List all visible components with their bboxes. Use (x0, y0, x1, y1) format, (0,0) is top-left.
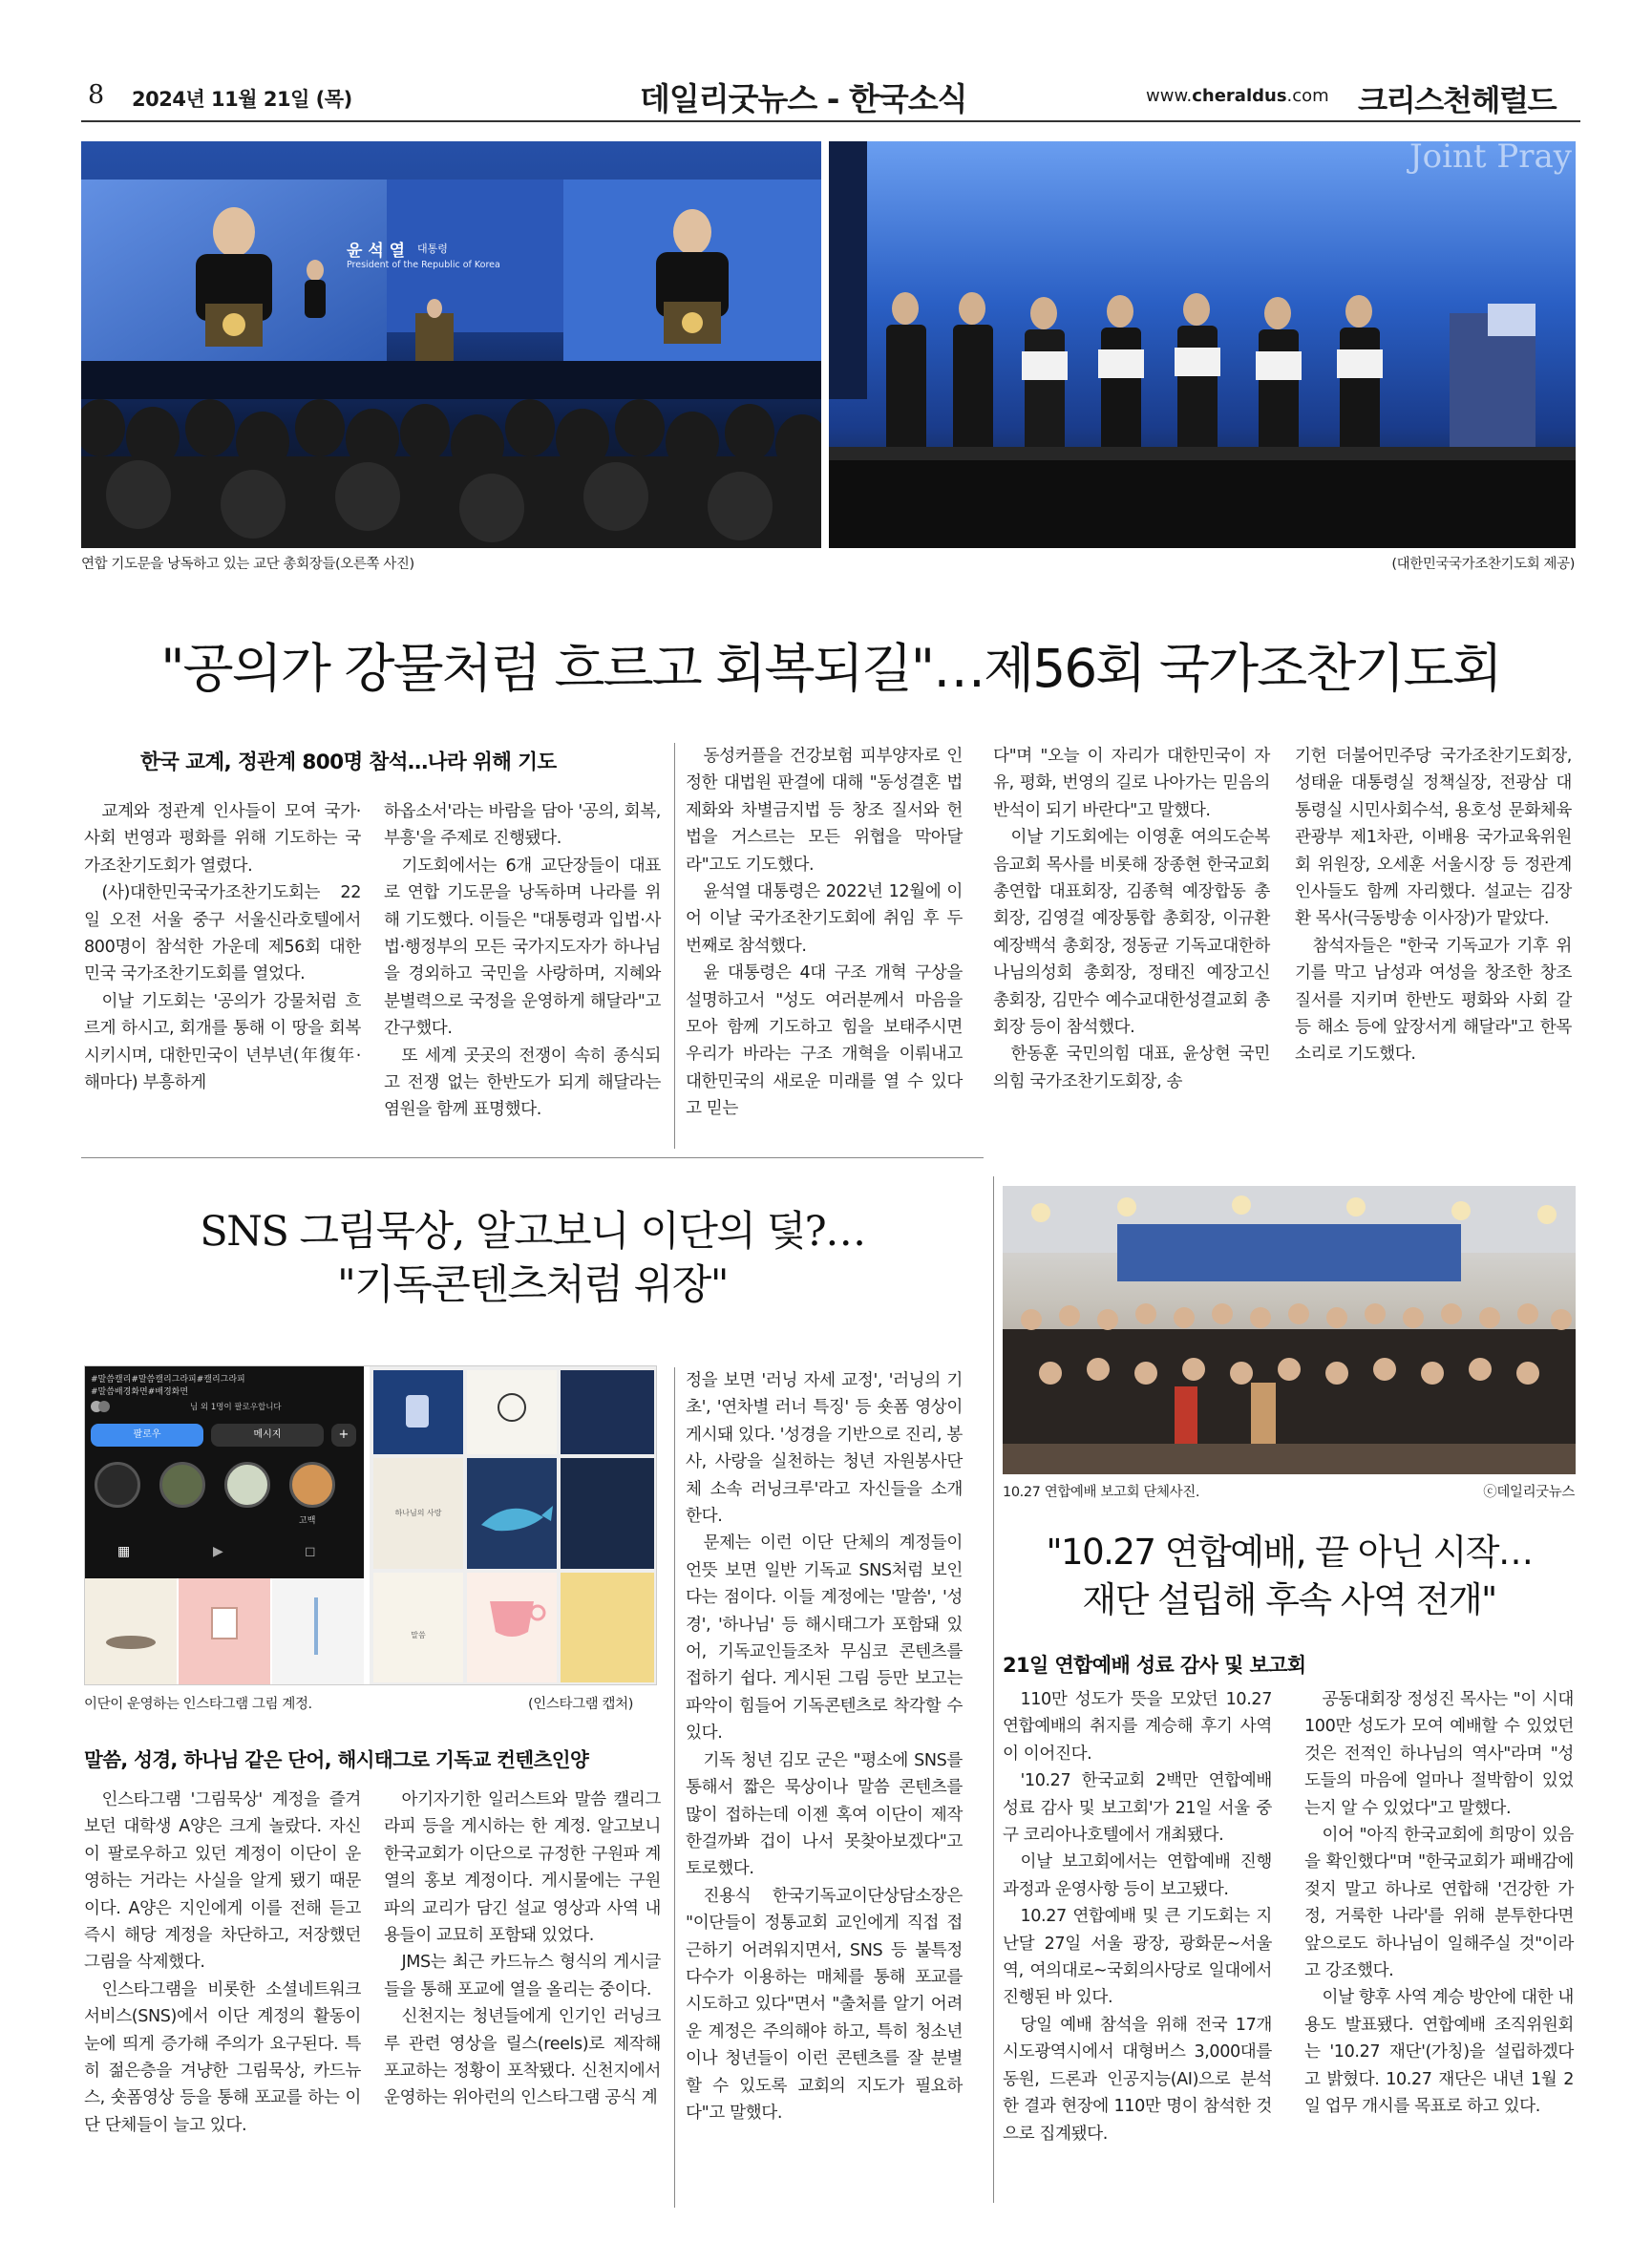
insta-card[interactable] (373, 1458, 463, 1569)
insta-post-tile[interactable] (179, 1578, 270, 1685)
issue-date: 2024년 11월 21일 (목) (132, 88, 352, 111)
paragraph: 인스타그램을 비롯한 소셜네트워크서비스(SNS)에서 이단 계정의 활동이 눈에 띄게 증가해 주의가 요구된다. 특히 젊은층을 겨냥한 그림묵상, 카드뉴스, 숏폼영상 등을 통해 포교를 하는 이단 단체들이 늘고 있다. (84, 1979, 361, 2135)
insta-card-grid (370, 1366, 657, 1685)
article3-headline-line1: "10.27 연합예배, 끝 아닌 시작… (1046, 1532, 1533, 1573)
article2-headline-line1: SNS 그림묵상, 알고보니 이단의 덫?… (200, 1208, 865, 1256)
article1-col1 (84, 798, 361, 1096)
paragraph: 한동훈 국민의힘 대표, 윤상현 국민의힘 국가조찬기도회장, 송 (993, 1045, 1270, 1091)
paragraph: 다"며 "오늘 이 자리가 대한민국이 자유, 평화, 번영의 길로 나아가는 믿음의 반석이 되기 바란다"고 말했다. (993, 747, 1270, 820)
article2-col3 (686, 1367, 963, 2126)
photo-president-speech (81, 141, 821, 548)
header-rule (81, 120, 1580, 122)
page-header (88, 73, 1578, 120)
insta-card[interactable] (373, 1370, 463, 1454)
photo-president-speech-art (81, 141, 821, 548)
article2-col1 (84, 1787, 361, 2139)
article2-photo-credit: (인스타그램 캡처) (528, 1697, 633, 1712)
column-divider (674, 743, 675, 1149)
insta-card[interactable] (373, 1573, 463, 1682)
insta-tab-grid-icon[interactable]: ▦ (117, 1544, 131, 1559)
insta-highlight[interactable] (224, 1462, 270, 1508)
article3-subhead: 21일 연합예배 성료 감사 및 보고회 (1003, 1654, 1306, 1677)
screen-subtitle: President of the Republic of Korea (347, 260, 500, 270)
top-photo-credit: (대한민국국가조찬기도회 제공) (1391, 557, 1575, 572)
article1-headline: "공의가 강물처럼 흐르고 회복되길"…제56회 국가조찬기도회 (160, 638, 1501, 699)
paragraph: 진용식 한국기독교이단상담소장은 "이단들이 정통교회 교인에게 직접 접근하기 어려워지면서, SNS 등 불특정 다수가 이용하는 매체를 통해 포교를 시도하고 있다"면서 "출처를 알기 어려운 계정은 주의해야 하고, 특히 청소년이나 청년들이 이런 콘텐츠를 잘 분별할 수 있도록 교회의 지도가 필요하다"고 말했다. (686, 1886, 963, 2123)
article3-photo-caption: 10.27 연합예배 보고회 단체사진. (1003, 1485, 1200, 1500)
page-number: 8 (88, 80, 105, 110)
paragraph: 당일 예배 참석을 위해 전국 17개 시도광역시에서 대형버스 3,000대를 동원, 드론과 인공지능(AI)으로 분석한 결과 현장에 110만 명이 참석한 것으로 집계됐다. (1003, 2015, 1272, 2144)
insta-card[interactable] (561, 1458, 654, 1569)
banner-text: Joint Pray (1409, 141, 1572, 176)
paragraph: 참석자들은 "한국 기독교가 기후 위기를 막고 남성과 여성을 창조한 창조 질서를 지키며 한반도 평화와 사회 갈등 해소 등에 앞장서게 해달라"고 한목소리로 기도했다. (1295, 936, 1572, 1065)
insta-follow-button[interactable]: 팔로우 (91, 1424, 203, 1447)
article2-col2 (384, 1787, 661, 2112)
site-url[interactable]: www.cheraldus.com (1146, 86, 1329, 106)
insta-avatars (91, 1401, 119, 1412)
whale-icon (467, 1458, 557, 1569)
insta-card[interactable] (467, 1573, 557, 1682)
section-divider-vertical (993, 1176, 994, 2203)
insta-hashtags: #말씀캘리#말씀캘리그라피#캘리그라피 (91, 1375, 245, 1385)
insta-highlight[interactable] (95, 1462, 140, 1508)
paragraph: 이어 "아직 한국교회에 희망이 있음을 확인했다"며 "한국교회가 패배감에 젖지 말고 하나로 연합해 '건강한 가정, 거룩한 나라'를 위해 분투한다면 앞으로도 하나님이 일해주실 것"이라고 강조했다. (1304, 1826, 1574, 1981)
insta-post-tile[interactable] (85, 1578, 177, 1685)
article1-col5 (1295, 743, 1572, 1068)
photo-joint-prayer (829, 141, 1576, 548)
paragraph: 기도회에서는 6개 교단장들이 대표로 연합 기도문을 낭독하며 나라를 위해 기도했다. 이들은 "대통령과 입법·사법·행정부의 모든 국가지도자가 하나님을 경외하고 국민을 사랑하며, 지혜와 분별력으로 국정을 운영하게 해달라"고 간구했다. (384, 856, 661, 1039)
paragraph: 이날 향후 사역 계승 방안에 대한 내용도 발표됐다. 연합예배 조직위원회는 '10.27 재단'(가칭)을 설립하겠다고 밝혔다. 10.27 재단은 내년 1월 2일 업무 개시를 목표로 하고 있다. (1304, 1988, 1574, 2117)
paragraph: 교계와 정관계 인사들이 모여 국가·사회 번영과 평화를 위해 기도하는 국가조찬기도회가 열렸다. (84, 802, 361, 876)
article1-col4 (993, 743, 1270, 1095)
insta-message-button[interactable]: 메시지 (211, 1424, 324, 1447)
paragraph: 110만 성도가 뜻을 모았던 10.27 연합예배의 취지를 계승해 후기 사역이 이어진다. (1003, 1690, 1272, 1764)
paragraph: 기독 청년 김모 군은 "평소에 SNS를 통해서 짧은 묵상이나 말씀 콘텐츠를 많이 접하는데 이젠 혹여 이단이 제작한걸까봐 겁이 나서 못찾아보겠다"고 토로했다. (686, 1750, 963, 1879)
paragraph: 동성커플을 건강보험 피부양자로 인정한 대법원 판결에 대해 "동성결혼 법제화와 차별금지법 등 창조 질서와 헌법을 거스르는 모든 위협을 막아달라"고도 기도했다. (686, 747, 963, 875)
insta-tab-reels-icon[interactable]: ▶ (213, 1544, 223, 1559)
paragraph: 윤 대통령은 4대 구조 개혁 구상을 설명하고서 "성도 여러분께서 마음을 모아 함께 기도하고 힘을 보태주시면 우리가 바라는 구조 개혁을 이뤄내고 대한민국의 새로운 미래를 열 수 있다고 믿는 (686, 963, 963, 1119)
card-label: 말씀 (411, 1631, 426, 1639)
article2-headline-line2: "기독콘텐츠처럼 위장" (336, 1261, 729, 1309)
article3-headline-line2: 재단 설립해 후속 사역 전개" (1082, 1579, 1496, 1620)
paragraph: 윤석열 대통령은 2022년 12월에 이어 이날 국가조찬기도회에 취임 후 두 번째로 참석했다. (686, 882, 963, 956)
paragraph: 또 세계 곳곳의 전쟁이 속히 종식되고 전쟁 없는 한반도가 되게 해달라는 염원을 함께 표명했다. (384, 1046, 661, 1120)
photo-joint-prayer-art (829, 141, 1576, 548)
teacup-icon (467, 1573, 557, 1682)
photo-group-report-art (1003, 1186, 1576, 1474)
paragraph: 이날 기도회에는 이영훈 여의도순복음교회 목사를 비롯해 장종현 한국교회총연합 대표회장, 김종혁 예장합동 총회장, 김영걸 예장통합 총회장, 이규환 예장백석 총회장, 정동균 기독교대한하나님의성회 총회장, 정태진 예장고신 총회장, 김만수 예수교대한성결교회 총회장 등이 참석했다. (993, 828, 1270, 1038)
paragraph: 정을 보면 '러닝 자세 교정', '러닝의 기초', '연차별 러너 특징' 등 숏폼 영상이 게시돼 있다. '성경을 기반으로 진리, 봉사, 사랑을 실천하는 청년 자원봉사단체 소속 러닝크루'라고 자신들을 소개한다. (686, 1371, 963, 1527)
article1-subhead: 한국 교계, 정관계 800명 참석…나라 위해 기도 (140, 751, 557, 774)
paragraph: 인스타그램 '그림묵상' 계정을 즐겨보던 대학생 A양은 크게 놀랐다. 자신이 팔로우하고 있던 계정이 이단이 운영하는 거라는 사실을 알게 됐기 때문이다. A양은 지인에게 이를 전해 듣고 즉시 해당 계정을 차단하고, 저장했던 그림을 삭제했다. (84, 1790, 361, 1973)
insta-card[interactable] (467, 1458, 557, 1569)
article2-headline (81, 1205, 984, 1312)
insta-card[interactable] (467, 1370, 557, 1454)
paragraph: 기헌 더불어민주당 국가조찬기도회장, 성태윤 대통령실 정책실장, 전광삼 대통령실 시민사회수석, 용호성 문화체육관광부 제1차관, 이배용 국가교육위원회 위원장, 오세훈 서울시장 등 정관계 인사들도 함께 자리했다. 설교는 김장환 목사(극동방송 이사장)가 맡았다. (1295, 747, 1572, 929)
paragraph: JMS는 최근 카드뉴스 형식의 게시글들을 통해 포교에 열을 올리는 중이다. (384, 1953, 661, 1999)
paragraph: 하옵소서'라는 바람을 담아 '공의, 회복, 부흥'을 주제로 진행됐다. (384, 802, 661, 849)
insta-card[interactable] (561, 1370, 654, 1454)
paragraph: 신천지는 청년들에게 인기인 러닝크루 관련 영상을 릴스(reels)로 제작해 포교하는 정황이 포착됐다. 신천지에서 운영하는 위아런의 인스타그램 공식 계 (384, 2007, 661, 2108)
insta-add-user-icon[interactable]: + (331, 1424, 356, 1447)
section-divider (81, 1157, 984, 1158)
article3-photo-credit: ⓒ데일리굿뉴스 (1483, 1485, 1575, 1500)
insta-card[interactable] (561, 1573, 654, 1682)
article3-headline (1003, 1529, 1576, 1624)
article3-col2 (1304, 1686, 1574, 2121)
insta-post-tile[interactable] (272, 1578, 364, 1685)
insta-highlight[interactable] (289, 1462, 335, 1508)
insta-followers-note: 님 외 1명이 팔로우합니다 (190, 1403, 282, 1412)
insta-tab-tagged-icon[interactable]: ◻ (305, 1544, 316, 1559)
paragraph: 이날 기도회는 '공의가 강물처럼 흐르게 하시고, 회개를 통해 이 땅을 회복시키시며, 대한민국이 년부년(年復年·해마다) 부흥하게 (84, 991, 361, 1093)
article3-col1 (1003, 1686, 1272, 2147)
article2-photo-caption: 이단이 운영하는 인스타그램 그림 계정. (84, 1697, 312, 1712)
article1-col3 (686, 743, 963, 1123)
top-photo-caption: 연합 기도문을 낭독하고 있는 교단 총회장들(오른쪽 사진) (81, 557, 414, 572)
paragraph: 아기자기한 일러스트와 말씀 캘리그라피 등을 게시하는 한 계정. 알고보니 한국교회가 이단으로 규정한 구원파 계열의 홍보 계정이다. 게시물에는 구원파의 교리가 담긴 설교 영상과 사역 내용들이 교묘히 포함돼 있었다. (384, 1790, 661, 1946)
section-title: 데일리굿뉴스 - 한국소식 (640, 80, 967, 117)
paragraph: 10.27 연합예배 및 큰 기도회는 지난달 27일 서울 광장, 광화문~서울역, 여의대로~국회의사당로 일대에서 진행된 바 있다. (1003, 1907, 1272, 2008)
photo-group-report (1003, 1186, 1576, 1474)
paragraph: 이날 보고회에서는 연합예배 진행과정과 운영사항 등이 보고됐다. (1003, 1852, 1272, 1899)
paragraph: '10.27 한국교회 2백만 연합예배 성료 감사 및 보고회'가 21일 서울 중구 코리아나호텔에서 개최됐다. (1003, 1771, 1272, 1846)
screen-title: 대통령 (417, 243, 448, 255)
insta-highlight-label: 고백 (299, 1516, 316, 1526)
instagram-capture (84, 1365, 657, 1685)
paragraph: (사)대한민국국가조찬기도회는 22일 오전 서울 중구 서울신라호텔에서 800명이 참석한 가운데 제56회 대한민국 국가조찬기도회를 열었다. (84, 883, 361, 984)
column-divider (674, 1367, 675, 2208)
paragraph: 공동대회장 정성진 목사는 "이 시대 100만 성도가 모여 예배할 수 있었던 것은 전적인 하나님의 역사"라며 "성도들의 마음에 얼마나 절박함이 있었는지 알 수 있었다"고 말했다. (1304, 1690, 1574, 1818)
masthead-logo: 크리스천헤럴드 (1358, 84, 1557, 118)
card-label: 하나님의 사랑 (394, 1509, 442, 1517)
insta-hashtags-2: #말씀배경화면#배경화면 (91, 1387, 189, 1397)
screen-name: 윤 석 열 (347, 242, 406, 261)
article1-col2 (384, 798, 661, 1124)
paragraph: 문제는 이런 이단 단체의 계정들이 언뜻 보면 일반 기독교 SNS처럼 보인다는 점이다. 이들 계정에는 '말씀', '성경', '하나님' 등 해시태그가 포함돼 있어, 기독교인들조차 무심코 콘텐츠를 접하기 쉽다. 게시된 그림 등만 보고는 파악이 힘들어 기독콘텐츠로 착각할 수 있다. (686, 1533, 963, 1744)
article2-subhead: 말씀, 성경, 하나님 같은 단어, 해시태그로 기독교 컨텐츠인양 (84, 1748, 589, 1771)
insta-profile-panel (85, 1366, 364, 1578)
insta-highlight[interactable] (159, 1462, 205, 1508)
